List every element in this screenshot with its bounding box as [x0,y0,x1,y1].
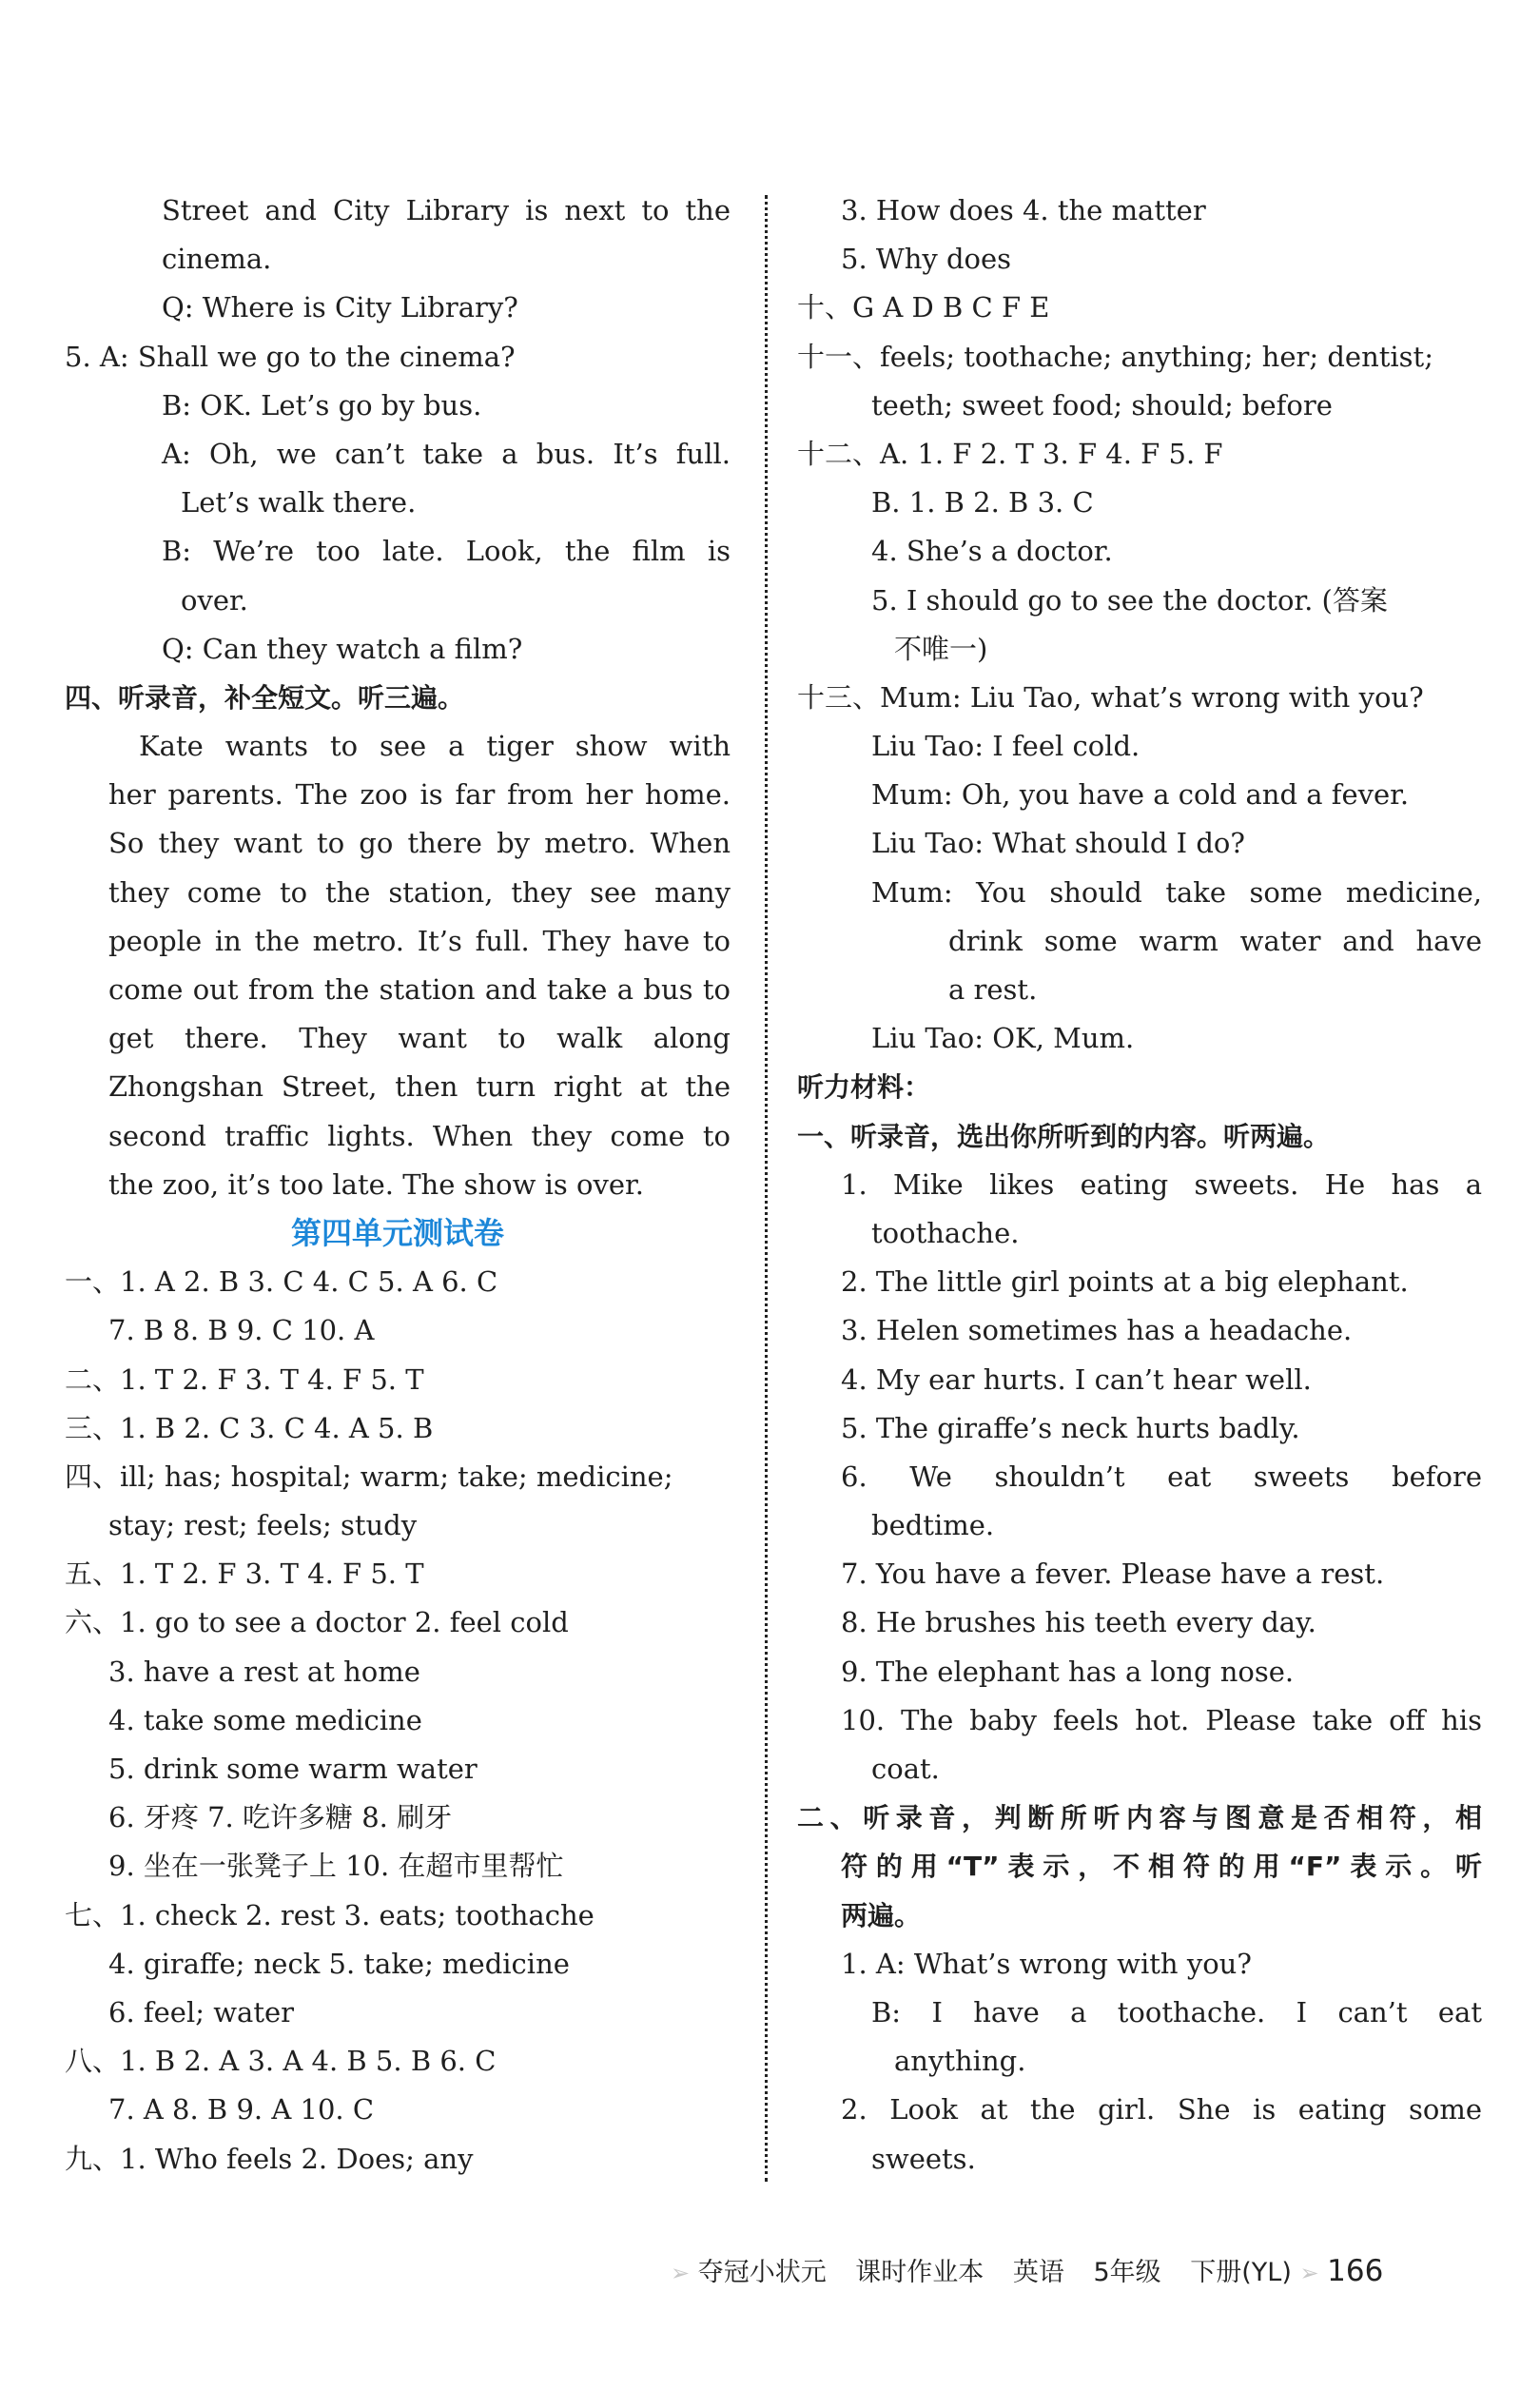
text-line: 四、听录音，补全短文。听三遍。 [65,681,465,714]
text-line: get there. They want to walk along [108,1022,731,1055]
text-line: stay; rest; feels; study [108,1509,418,1542]
text-line: the zoo, it’s too late. The show is over. [108,1167,644,1201]
text-line: 三、1. B 2. C 3. C 4. A 5. B [65,1411,434,1444]
text-line: Mum: Oh, you have a cold and a fever. [871,778,1410,812]
text-line: So they want to go there by metro. When [108,827,731,860]
text-line: coat. [871,1753,940,1785]
text-line: 二、听录音，判断所听内容与图意是否相符，相 [797,1802,1482,1834]
footer-subject: 英语 [1012,2258,1064,2287]
text-line: 5. drink some warm water [108,1753,478,1785]
text-line: 7. A 8. B 9. A 10. C [108,2093,375,2126]
text-line: Q: Where is City Library? [162,291,518,324]
text-line: 5. Why does [841,243,1012,276]
page-number: 166 [1327,2254,1384,2288]
text-line: 十、G A D B C F E [797,291,1050,324]
text-line: people in the metro. It’s full. They have to [108,924,731,957]
text-line: teeth; sweet food; should; before [871,388,1333,421]
text-line: B: I have a toothache. I can’t eat [871,1995,1482,2028]
footer-grade: 5年级 [1093,2258,1161,2287]
text-line: B. 1. B 2. B 3. C [871,486,1094,519]
text-line: 5. I should go to see the doctor. (答案 [871,583,1388,617]
text-line: 3. Helen sometimes has a headache. [841,1314,1353,1347]
text-line: 4. take some medicine [108,1703,422,1736]
text-line: anything. [894,2045,1026,2078]
text-line: 3. have a rest at home [108,1655,420,1688]
text-line: 6. feel; water [108,1995,294,2028]
text-line: 6. 牙疼 7. 吃许多糖 8. 刷牙 [108,1801,453,1834]
text-line: 4. She’s a doctor. [871,535,1113,568]
text-line: 符的用“T”表示，不相符的用“F”表示。听 [841,1851,1482,1883]
text-line: cinema. [162,243,272,276]
text-line: come out from the station and take a bus to [108,973,731,1006]
text-line: drink some warm water and have [948,924,1482,957]
text-line: Street and City Library is next to the [162,194,731,226]
text-line: second traffic lights. When they come to [108,1119,731,1152]
text-line: a rest. [948,973,1038,1006]
footer-series: 课时作业本 [855,2258,984,2287]
footer-volume: 下册(YL) [1190,2258,1292,2287]
text-line: sweets. [871,2142,976,2175]
text-line: 十二、A. 1. F 2. T 3. F 4. F 5. F [797,437,1223,470]
text-line: Mum: You should take some medicine, [871,875,1482,909]
text-line: 一、听录音，选出你所听到的内容。听两遍。 [797,1120,1331,1152]
text-line: 两遍。 [841,1899,922,1931]
text-line: Q: Can they watch a film? [162,632,523,665]
text-line: 5. The giraffe’s neck hurts badly. [841,1411,1300,1444]
text-line: Kate wants to see a tiger show with [139,730,731,763]
text-line: 六、1. go to see a doctor 2. feel cold [65,1606,569,1639]
text-line: 九、1. Who feels 2. Does; any [65,2142,474,2175]
text-line: 八、1. B 2. A 3. A 4. B 5. B 6. C [65,2045,497,2078]
text-line: 不唯一) [894,632,988,665]
text-line: 2. The little girl points at a big elephant. [841,1265,1409,1299]
text-line: 1. Mike likes eating sweets. He has a [841,1167,1482,1201]
footer-arrow-icon: ➢ [671,2260,691,2286]
right-column [797,186,1482,2184]
text-line: her parents. The zoo is far from her home. [108,778,731,812]
text-line: 10. The baby feels hot. Please take off his [841,1703,1482,1736]
page-footer [671,2247,1383,2295]
text-line: 二、1. T 2. F 3. T 4. F 5. T [65,1362,424,1396]
text-line: A: Oh, we can’t take a bus. It’s full. [162,437,731,470]
text-line: 7. You have a fever. Please have a rest. [841,1558,1385,1591]
text-line: 2. Look at the girl. She is eating some [841,2093,1482,2126]
text-line: 6. We shouldn’t eat sweets before [841,1460,1482,1493]
unit-test-title: 第四单元测试卷 [290,1214,504,1251]
column-divider [765,195,768,2182]
text-line: 十一、feels; toothache; anything; her; dentist; [797,340,1433,373]
text-line: 4. My ear hurts. I can’t hear well. [841,1362,1312,1396]
text-line: 5. A: Shall we go to the cinema? [65,340,516,373]
text-line: Liu Tao: OK, Mum. [871,1022,1135,1055]
text-line: 9. 坐在一张凳子上 10. 在超市里帮忙 [108,1850,564,1883]
text-line: B: OK. Let’s go by bus. [162,388,482,421]
text-line: 七、1. check 2. rest 3. eats; toothache [65,1898,595,1931]
text-line: Liu Tao: What should I do? [871,827,1245,860]
text-line: Zhongshan Street, then turn right at the [108,1070,731,1104]
text-line: over. [181,583,248,617]
text-line: bedtime. [871,1509,995,1542]
text-line: 十三、Mum: Liu Tao, what’s wrong with you? [797,680,1424,714]
text-line: 五、1. T 2. F 3. T 4. F 5. T [65,1558,424,1591]
footer-brand: 夺冠小状元 [697,2258,827,2287]
text-line: 1. A: What’s wrong with you? [841,1947,1252,1980]
text-line: Let’s walk there. [181,486,417,519]
text-line: 8. He brushes his teeth every day. [841,1606,1316,1639]
text-line: toothache. [871,1216,1020,1249]
text-line: 听力材料： [797,1071,931,1104]
text-line: B: We’re too late. Look, the film is [162,535,731,568]
left-column [65,186,731,2184]
footer-arrow-icon: ➢ [1299,2260,1319,2286]
text-line: they come to the station, they see many [108,875,731,909]
text-line: 一、1. A 2. B 3. C 4. C 5. A 6. C [65,1265,498,1299]
text-line: Liu Tao: I feel cold. [871,730,1140,763]
text-line: 4. giraffe; neck 5. take; medicine [108,1947,570,1980]
text-line: 3. How does 4. the matter [841,194,1206,226]
text-line: 9. The elephant has a long nose. [841,1655,1295,1688]
text-line: 四、ill; has; hospital; warm; take; medicine; [65,1460,673,1493]
text-line: 7. B 8. B 9. C 10. A [108,1314,375,1347]
